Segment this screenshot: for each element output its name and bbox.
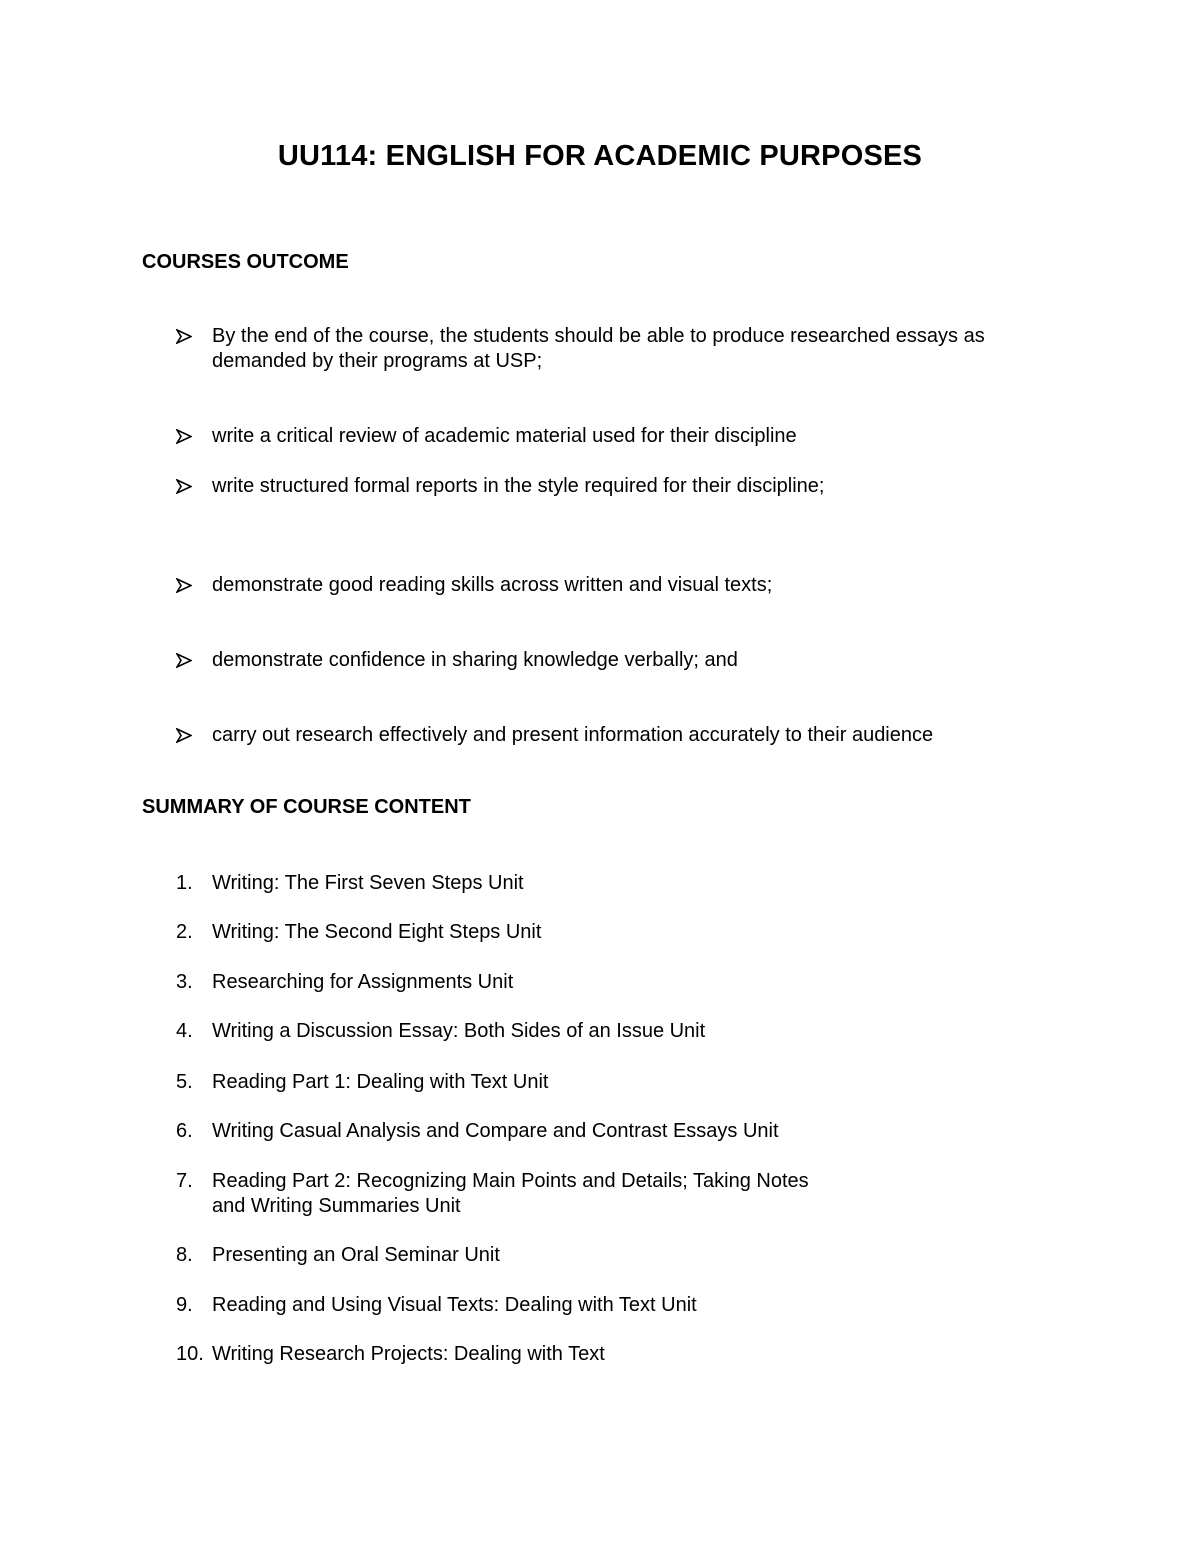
arrowhead-bullet-icon (176, 573, 210, 593)
list-item-text: Reading Part 2: Recognizing Main Points and Details; Taking Notes and Writing Summaries Unit (212, 1170, 809, 1217)
content-list-item (176, 1070, 1076, 1095)
outcome-item (176, 648, 1076, 673)
list-number: 5. (176, 1071, 193, 1093)
arrowhead-bullet-icon (176, 424, 210, 444)
content-list-item (176, 1119, 1076, 1144)
content-list-item (176, 1243, 1076, 1268)
content-list-item (176, 1293, 1076, 1318)
list-number: 9. (176, 1294, 193, 1316)
outcomes-heading: COURSES OUTCOME (142, 251, 349, 273)
list-item-text: Reading Part 1: Dealing with Text Unit (212, 1071, 549, 1093)
list-number: 8. (176, 1244, 193, 1266)
list-item-text: Writing: The Second Eight Steps Unit (212, 921, 542, 943)
content-list-item (176, 1019, 1076, 1044)
outcome-text: demonstrate good reading skills across written and visual texts; (212, 574, 773, 596)
list-item-text: Presenting an Oral Seminar Unit (212, 1244, 500, 1266)
list-number: 6. (176, 1120, 193, 1142)
list-item-text: Reading and Using Visual Texts: Dealing with Text Unit (212, 1294, 697, 1316)
list-number: 2. (176, 921, 193, 943)
content-heading: SUMMARY OF COURSE CONTENT (142, 796, 471, 818)
list-number: 3. (176, 971, 193, 993)
list-number: 1. (176, 872, 193, 894)
list-item-text: Writing Casual Analysis and Compare and Contrast Essays Unit (212, 1120, 779, 1142)
outcome-text: demonstrate confidence in sharing knowledge verbally; and (212, 649, 738, 671)
list-number: 7. (176, 1170, 193, 1192)
outcome-text: write a critical review of academic material used for their discipline (212, 425, 797, 447)
outcome-text: write structured formal reports in the style required for their discipline; (212, 475, 825, 497)
outcome-item (176, 324, 1076, 374)
list-item-text: Writing Research Projects: Dealing with Text (212, 1343, 605, 1365)
content-list-item (176, 970, 1076, 995)
content-list-item (176, 1169, 816, 1219)
arrowhead-bullet-icon (176, 648, 210, 668)
outcome-text: By the end of the course, the students should be able to produce researched essays as demanded by their programs at USP; (212, 325, 985, 372)
list-item-text: Writing a Discussion Essay: Both Sides of an Issue Unit (212, 1020, 706, 1042)
arrowhead-bullet-icon (176, 324, 210, 344)
outcome-text: carry out research effectively and present information accurately to their audience (212, 724, 934, 746)
arrowhead-bullet-icon (176, 723, 210, 743)
content-list-item (176, 920, 1076, 945)
list-number: 4. (176, 1020, 193, 1042)
document-title: UU114: ENGLISH FOR ACADEMIC PURPOSES (277, 140, 923, 172)
outcome-item (176, 723, 1076, 748)
content-list-item (176, 1342, 1076, 1367)
list-number: 10. (176, 1343, 204, 1365)
arrowhead-bullet-icon (176, 474, 210, 494)
list-item-text: Writing: The First Seven Steps Unit (212, 872, 524, 894)
content-list-item (176, 871, 1076, 896)
outcome-item (176, 474, 1076, 499)
list-item-text: Researching for Assignments Unit (212, 971, 514, 993)
outcome-item (176, 573, 1076, 598)
outcome-item (176, 424, 1076, 449)
